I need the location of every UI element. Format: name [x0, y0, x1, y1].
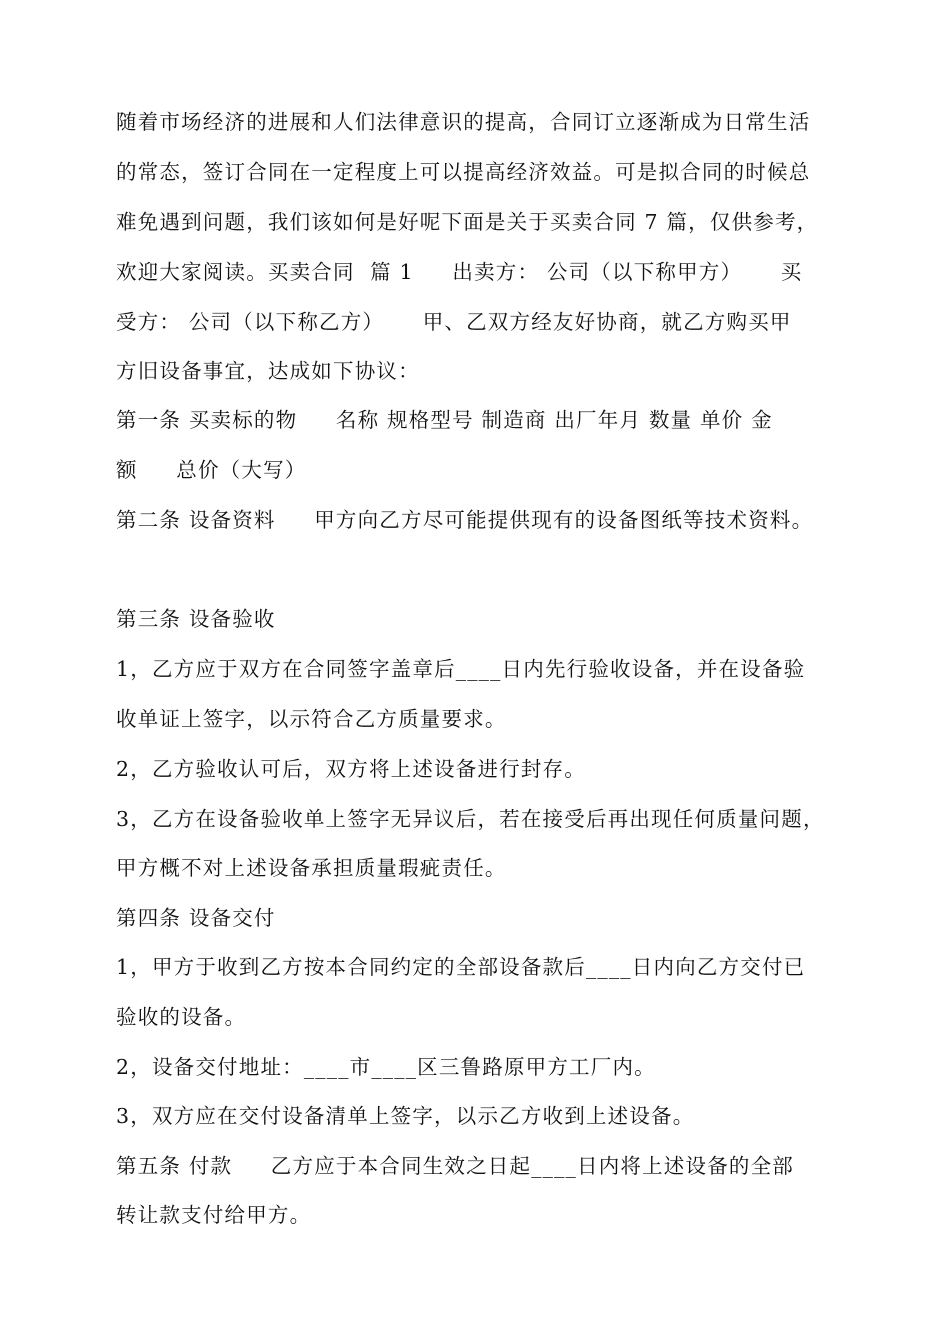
- paragraph-line-intro-2: 的常态，签订合同在一定程度上可以提高经济效益。可是拟合同的时候总: [116, 160, 811, 184]
- paragraph-line-intro-3: 难免遇到问题，我们该如何是好呢下面是关于买卖合同 7 篇，仅供参考，: [116, 210, 819, 234]
- article-5-line-2: 转让款支付给甲方。: [116, 1203, 312, 1227]
- paragraph-line-intro-1: 随着市场经济的进展和人们法律意识的提高，合同订立逐渐成为日常生活: [116, 110, 811, 134]
- article-4-item-1-line-1: 1，甲方于收到乙方按本合同约定的全部设备款后____日内向乙方交付已: [116, 955, 806, 979]
- paragraph-line-parties-1: 受方： 公司（以下称乙方） 甲、乙双方经友好协商，就乙方购买甲: [116, 310, 792, 334]
- article-4-item-3: 3，双方应在交付设备清单上签字，以示乙方收到上述设备。: [116, 1104, 695, 1128]
- paragraph-line-parties-2: 方旧设备事宜，达成如下协议：: [116, 359, 420, 383]
- article-3-item-3-line-1: 3，乙方在设备验收单上签字无异议后，若在接受后再出现任何质量问题，: [116, 807, 825, 831]
- article-3-item-2: 2，乙方验收认可后，双方将上述设备进行封存。: [116, 757, 586, 781]
- article-4-item-1-line-2: 验收的设备。: [116, 1005, 247, 1029]
- article-3-item-1-line-2: 收单证上签字，以示符合乙方质量要求。: [116, 707, 507, 731]
- article-3-heading: 第三条 设备验收: [116, 607, 276, 631]
- article-4-heading: 第四条 设备交付: [116, 906, 276, 930]
- article-1-line-2: 额 总价（大写）: [116, 458, 307, 482]
- article-4-item-2: 2，设备交付地址：____市____区三鲁路原甲方工厂内。: [116, 1055, 656, 1079]
- article-3-item-3-line-2: 甲方概不对上述设备承担质量瑕疵责任。: [116, 856, 507, 880]
- article-2-line: 第二条 设备资料 甲方向乙方尽可能提供现有的设备图纸等技术资料。: [116, 508, 814, 532]
- article-3-item-1-line-1: 1，乙方应于双方在合同签字盖章后____日内先行验收设备，并在设备验: [116, 657, 806, 681]
- article-1-line-1: 第一条 买卖标的物 名称 规格型号 制造商 出厂年月 数量 单价 金: [116, 408, 773, 432]
- article-5-line-1: 第五条 付款 乙方应于本合同生效之日起____日内将上述设备的全部: [116, 1154, 794, 1178]
- paragraph-line-intro-4: 欢迎大家阅读。买卖合同 篇 1 出卖方： 公司（以下称甲方） 买: [116, 260, 803, 284]
